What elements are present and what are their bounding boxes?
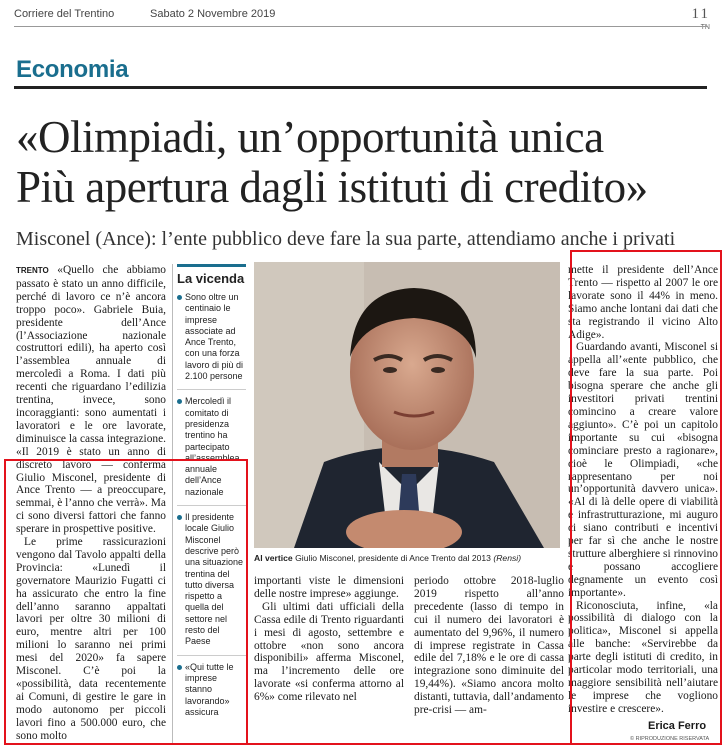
headline-line-2: Più apertura dagli istituti di credito» (16, 162, 648, 212)
paragraph-text: «Quello che abbiamo passato è stato un anno difficile, perché di lavoro ce n’è ancora troppo poco». Gabriele Buia, presidente dell’Ance (l’Associazione nazionale costruttori edili), ha aperto così l’assemblea annuale di mercoledì a Roma. I dati più recenti che riguardano l’edilizia trentina, invece, sono incoraggianti: sono aumentati i lavoratori e le ore lavorate, diminuisce la cassa integrazione. «Il 2019 è stato un anno di discreto lavoro — conferma Giulio Misconel, presidente di Ance Trento — a preoccupare, semmai, è l’anno che verrà». Ma ci sono diversi fattori che fanno sperare in prospettive positive. (16, 264, 166, 536)
headline (16, 112, 716, 212)
highlight-box-bottom (246, 741, 572, 745)
sidebar-item (177, 662, 246, 725)
section-title: Economia (16, 56, 129, 83)
subheadline: Misconel (Ance): l’ente pubblico deve fare la sua parte, attendiamo anche i privati (16, 228, 676, 250)
copyright-notice: © RIPRODUZIONE RISERVATA (630, 736, 710, 742)
page-number: 11 (691, 6, 710, 22)
article-paragraph: periodo ottobre 2018-luglio 2019 rispetto all’anno precedente (lasso di tempo in cui il numero dei lavoratori è aumentato del 9,96%, il numero di imprese registrate in Cassa edile del 7,18% e le ore di cassa integrazione sono diminuite del 19,44%). «Siamo ancora molto distanti, tuttavia, dall’andamento pre-crisi — am- (414, 575, 564, 717)
article-column-3 (414, 575, 564, 717)
sidebar-item-text: «Qui tutte le imprese stanno lavorando» assicura (185, 661, 234, 717)
sidebar-item (177, 512, 246, 656)
article-column-2 (254, 575, 404, 704)
bullet-icon (177, 295, 182, 300)
headline-line-1: «Olimpiadi, un’opportunità unica (16, 112, 604, 162)
article-column-4 (568, 264, 718, 716)
section-rule (14, 86, 707, 89)
article-column-1 (16, 264, 166, 743)
article-paragraph: mette il presidente dell’Ance Trento — rispetto al 2007 le ore lavorate sono il 44% in meno. Siamo anche lontani dai dati che sta registrando il vicino Alto Adige». (568, 264, 718, 341)
sidebar-item-text: Sono oltre un centinaio le imprese associate ad Ance Trento, con una forza lavoro di più di 2.100 persone (185, 292, 244, 382)
portrait-illustration (254, 262, 560, 548)
bullet-icon (177, 515, 182, 520)
newspaper-name: Corriere del Trentino (14, 8, 115, 20)
article-paragraph: importanti viste le dimensioni delle nostre imprese» aggiunge. (254, 575, 404, 600)
bullet-icon (177, 665, 182, 670)
portrait-photo (254, 262, 560, 548)
sidebar-la-vicenda (172, 264, 246, 744)
top-rule (14, 26, 707, 27)
masthead (14, 6, 714, 31)
photo-credit: (Rensi) (493, 553, 522, 563)
sidebar-item-text: Mercoledì il comitato di presidenza trentino ha partecipato all’assemblea annuale dell’Ance nazionale (185, 396, 240, 497)
sidebar-title: La vicenda (177, 264, 246, 286)
article-paragraph: Guardando avanti, Misconel si appella all’«ente pubblico, che deve fare la sua parte. Poi bisogna sperare che anche gli investitori privati trentini comincino a creare valore aggiunto». C’è poi un capitolo importante su cui «bisogna cominciare presto a ragionare», cioè le Olimpiadi, «che rappresentano per noi un’opportunità davvero unica». «Al di là delle opere di viabilità e infrastrutturazione, mi auguro ci siano contributi e incentivi per far sì che anche le nostre strutture alberghiere si rinnovino e possano accogliere degnamente un evento così importante». (568, 341, 718, 599)
bullet-icon (177, 399, 182, 404)
sidebar-item-text: Il presidente locale Giulio Misconel descrive però una situazione trentina del tutto diversa rispetto a quella del settore nel resto del Paese (185, 512, 244, 647)
byline: Erica Ferro (648, 720, 707, 732)
article-paragraph: Gli ultimi dati ufficiali della Cassa edile di Trento riguardanti i mesi di agosto, settembre e ottobre «non sono ancora disponibili» afferma Misconel, ma l’incremento delle ore lavorate «si conferma attorno al 6%» come rilevato nel (254, 600, 404, 704)
issue-date: Sabato 2 Novembre 2019 (150, 8, 276, 20)
article-paragraph: Riconosciuta, infine, «la possibilità di dialogo con la politica», Misconel si appella alle banche: «Servirebbe da parte degli istituti di credito, in particolar modo territoriali, una maggiore sensibilità nell’aiutare le imprese che vogliono investire e crescere». (568, 599, 718, 715)
dateline: TRENTO (16, 266, 49, 275)
caption-text: Giulio Misconel, presidente di Ance Trento dal 2013 (295, 553, 491, 563)
sidebar-item (177, 396, 246, 506)
edition-code: TN (700, 24, 710, 31)
article-paragraph: Le prime rassicurazioni vengono dal Tavolo appalti della Provincia: «Lunedì il governatore Maurizio Fugatti ci ha assicurato che entro la fine dell’anno saranno appaltati lavori per oltre 30 milioni di euro, mentre altri per 100 milioni lo saranno nei primi mesi del 2020» fa sapere Misconel. C’è poi la «possibilità, data recentemente ai Comuni, di gestire le gare in modo autonomo per piccoli lavori fino a 500.000 euro, che sono molto (16, 536, 166, 742)
sidebar-item (177, 292, 246, 390)
photo-caption (254, 553, 564, 563)
caption-label: Al vertice (254, 553, 293, 563)
article-paragraph (16, 264, 166, 536)
